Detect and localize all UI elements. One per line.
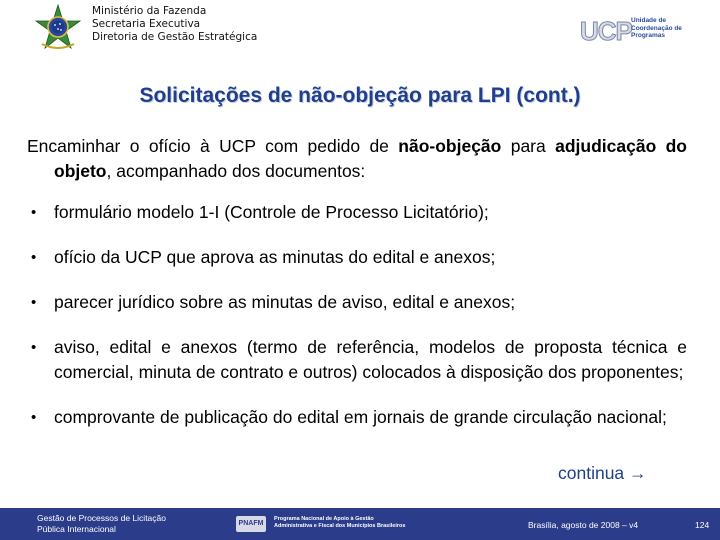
- program-logo: [236, 514, 468, 534]
- program-name-line: Administrativa e Fiscal dos Municípios Brasileiros: [274, 522, 406, 529]
- list-item-text: aviso, edital e anexos (termo de referência, modelos de proposta técnica e comercial, minuta de contrato e outros) colocados à disposição dos proponentes;: [54, 337, 687, 382]
- bullet-icon: •: [31, 294, 37, 311]
- page-number: 124: [695, 520, 710, 530]
- course-title-line: Pública Internacional: [37, 524, 116, 534]
- list-item: [27, 290, 687, 315]
- continue-link[interactable]: continua →: [558, 463, 647, 483]
- program-name: [274, 516, 405, 529]
- secretariat-name: Secretaria Executiva: [92, 18, 201, 30]
- slide-body: [27, 134, 687, 430]
- pnafm-badge-icon: PNAFM: [236, 516, 266, 532]
- ucp-subtitle-line: Coordenação de: [631, 24, 682, 32]
- bullet-icon: •: [31, 339, 37, 356]
- ucp-subtitle-line: Programas: [631, 32, 665, 39]
- ministry-block: [92, 5, 257, 44]
- list-item-text: parecer jurídico sobre as minutas de aviso, edital e anexos;: [54, 292, 516, 312]
- list-item-text: comprovante de publicação do edital em jornais de grande circulação nacional;: [54, 407, 667, 427]
- ucp-logo-text: UCP: [580, 16, 632, 46]
- intro-text: para: [501, 136, 556, 156]
- slide-title: Solicitações de não-objeção para LPI (cont.): [139, 84, 581, 107]
- intro-bold-adjudication: adjudicação do objeto: [54, 136, 687, 181]
- brazil-coat-of-arms-icon: [34, 4, 82, 52]
- ucp-logo-subtitle: [631, 17, 682, 40]
- bullet-icon: •: [31, 204, 37, 221]
- list-item: [27, 405, 687, 430]
- date-version: Brasília, agosto de 2008 – v4: [528, 520, 639, 530]
- document-list: [27, 200, 687, 430]
- course-title-line: Gestão de Processos de Licitação: [37, 513, 166, 523]
- intro-paragraph: [27, 134, 687, 184]
- list-item-text: ofício da UCP que aprova as minutas do edital e anexos;: [54, 247, 496, 267]
- bullet-icon: •: [31, 249, 37, 266]
- slide-header: [0, 0, 720, 60]
- program-name-line: Programa Nacional de Apoio à Gestão: [274, 516, 374, 522]
- course-title: [37, 513, 166, 535]
- list-item: [27, 200, 687, 225]
- ucp-logo: [580, 16, 690, 46]
- list-item: [27, 245, 687, 270]
- intro-text: , acompanhado dos documentos:: [106, 161, 366, 181]
- intro-bold-non-objection: não-objeção: [398, 136, 502, 156]
- directorate-name: Diretoria de Gestão Estratégica: [92, 31, 258, 43]
- bullet-icon: •: [31, 409, 37, 426]
- ministry-name: Ministério da Fazenda: [92, 5, 207, 17]
- list-item: [27, 335, 687, 385]
- intro-text: Encaminhar o ofício à UCP com pedido de: [27, 136, 399, 156]
- list-item-text: formulário modelo 1-I (Controle de Processo Licitatório);: [54, 202, 489, 222]
- slide-footer: [0, 508, 720, 540]
- ucp-subtitle-line: Unidade de: [631, 17, 667, 24]
